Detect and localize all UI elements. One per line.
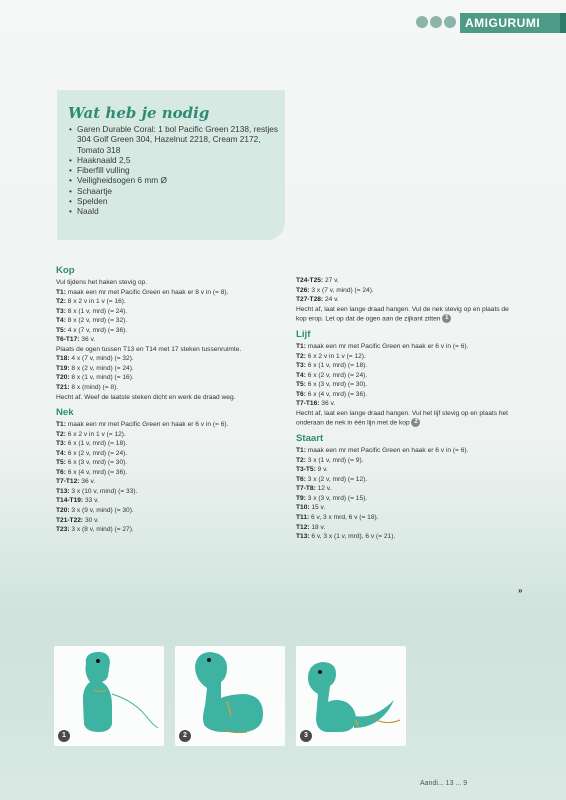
nek-heading: Nek bbox=[56, 407, 74, 419]
pattern-row: T13: 3 x (10 v, mind) (= 33). bbox=[56, 487, 138, 495]
pattern-row: T7-T12: 36 v. bbox=[56, 478, 96, 486]
lijf-outro: Hecht af, laat een lange draad hangen. Vul het lijf stevig op en plaats het onderaan de nek in één lijn met de kop 2 bbox=[296, 409, 509, 427]
header-dot bbox=[416, 16, 428, 28]
kop-eyes-note: Plaats de ogen tussen T13 en T14 met 17 steken tussenruimte. bbox=[56, 345, 242, 353]
kop-intro: Vul tijdens het haken stevig op. bbox=[56, 279, 148, 286]
pattern-row: T21-T22: 30 v. bbox=[56, 516, 99, 524]
pattern-row: T12: 18 v. bbox=[296, 523, 326, 531]
pattern-row: T6-T17: 36 v. bbox=[56, 336, 96, 344]
lijf-heading: Lijf bbox=[296, 328, 311, 340]
pattern-row: T5: 6 x (3 v, mrd) (= 30). bbox=[56, 459, 128, 467]
materials-list bbox=[69, 124, 284, 217]
photo-number: 3 bbox=[300, 730, 312, 742]
step-badge: 1 bbox=[442, 314, 451, 323]
pattern-row: T26: 3 x (7 v, mind) (= 24). bbox=[296, 286, 374, 294]
pattern-row: T13: 6 v, 3 x (1 v, mrd), 6 v (= 21). bbox=[296, 533, 396, 541]
crochet-piece-illustration bbox=[175, 646, 285, 746]
pattern-row: T6: 6 x (4 v, mrd) (= 36). bbox=[296, 390, 368, 398]
materials-item: • Schaartje bbox=[69, 186, 284, 196]
pattern-row: T3: 6 x (1 v, mrd) (= 18). bbox=[296, 362, 368, 370]
pattern-row: T3: 8 x (1 v, mrd) (= 24). bbox=[56, 307, 128, 315]
photo-number: 2 bbox=[179, 730, 191, 742]
pattern-row: T3: 6 x (1 v, mrd) (= 18). bbox=[56, 440, 128, 448]
photo-number: 1 bbox=[58, 730, 70, 742]
pattern-row: T2: 6 x 2 v in 1 v (= 12). bbox=[56, 430, 126, 438]
nek-outro: Hecht af, laat een lange draad hangen. Vul de nek stevig op en plaats de kop erop. Let op dat de ogen aan de zijkant zitten 1 bbox=[296, 305, 509, 323]
materials-item: • Naald bbox=[69, 206, 284, 216]
pattern-row: T7-T8: 12 v. bbox=[296, 485, 332, 493]
left-column bbox=[56, 265, 278, 535]
pattern-row: T4: 8 x (2 v, mrd) (= 32). bbox=[56, 317, 128, 325]
pattern-row: T7-T16: 36 v. bbox=[296, 400, 336, 408]
header-dot bbox=[430, 16, 442, 28]
materials-heading: Wat heb je nodig bbox=[68, 104, 210, 122]
materials-item: • Spelden bbox=[69, 196, 284, 206]
pattern-row: T1: maak een mr met Pacific Green en haak er 8 v in (= 8). bbox=[56, 288, 229, 296]
step-photo-3 bbox=[296, 646, 406, 746]
pattern-row: T2: 6 x 2 v in 1 v (= 12). bbox=[296, 352, 366, 360]
section-header bbox=[416, 13, 566, 33]
continued-marker: » bbox=[518, 586, 523, 595]
kop-heading: Kop bbox=[56, 265, 75, 276]
pattern-row: T18: 4 x (7 v, mind) (= 32). bbox=[56, 355, 134, 363]
materials-item: • Fiberfill vulling bbox=[69, 165, 284, 175]
header-dot bbox=[444, 16, 456, 28]
pattern-row: T5: 4 x (7 v, mrd) (= 36). bbox=[56, 326, 128, 334]
step-photo-1 bbox=[54, 646, 164, 746]
materials-item: • Veiligheidsogen 6 mm Ø bbox=[69, 175, 284, 185]
materials-item: • Haaknaald 2,5 bbox=[69, 155, 284, 165]
pattern-row: T1: maak een mr met Pacific Green en haak er 6 v in (= 6). bbox=[296, 342, 469, 350]
pattern-row: T27-T28: 24 v. bbox=[296, 296, 339, 304]
pattern-row: T2: 3 x (1 v, mrd) (= 9). bbox=[296, 456, 364, 464]
pattern-row: T3-T5: 9 v. bbox=[296, 466, 328, 474]
right-column bbox=[296, 276, 518, 542]
pattern-row: T4: 6 x (2 v, mrd) (= 24). bbox=[296, 371, 368, 379]
pattern-row: T6: 3 x (2 v, mrd) (= 12). bbox=[296, 475, 368, 483]
materials-item: • Garen Durable Coral: 1 bol Pacific Green 2138, restjes 304 Golf Green 304, Hazelnut 2218, Cream 2172, Tomato 318 bbox=[69, 124, 284, 155]
pattern-row: T1: maak een mr met Pacific Green en haak er 6 v in (= 6). bbox=[56, 421, 229, 429]
pattern-row: T4: 6 x (2 v, mrd) (= 24). bbox=[56, 449, 128, 457]
crochet-piece-illustration bbox=[296, 646, 406, 746]
pattern-row: T20: 3 x (9 v, mind) (= 30). bbox=[56, 507, 134, 515]
pattern-row: T11: 6 v, 3 x mrd, 6 v (= 18). bbox=[296, 513, 379, 521]
pattern-row: T24-T25: 27 v. bbox=[296, 277, 339, 284]
step-photo-2 bbox=[175, 646, 285, 746]
pattern-row: T19: 8 x (2 v, mind) (= 24). bbox=[56, 364, 134, 372]
pattern-row: T1: maak een mr met Pacific Green en haak er 6 v in (= 6). bbox=[296, 447, 469, 455]
pattern-row: T6: 6 x (4 v, mrd) (= 36). bbox=[56, 468, 128, 476]
staart-heading: Staart bbox=[296, 433, 324, 445]
crochet-piece-illustration bbox=[54, 646, 164, 746]
pattern-row: T20: 8 x (1 v, mind) (= 16). bbox=[56, 374, 134, 382]
step-badge: 2 bbox=[411, 418, 420, 427]
pattern-row: T23: 3 x (8 v, mind) (= 27). bbox=[56, 526, 134, 534]
header-edge bbox=[560, 13, 566, 33]
pattern-row: T14-T19: 33 v. bbox=[56, 497, 99, 505]
pattern-row: T10: 15 v. bbox=[296, 504, 326, 512]
header-dots bbox=[416, 16, 456, 28]
pattern-row: T2: 8 x 2 v in 1 v (= 16). bbox=[56, 298, 126, 306]
materials-box bbox=[57, 90, 285, 240]
kop-outro: Hecht af. Weef de laatste steken dicht en werk de draad weg. bbox=[56, 393, 236, 401]
pattern-row: T21: 8 x (mind) (= 8). bbox=[56, 384, 119, 392]
pattern-row: T9: 3 x (3 v, mrd) (= 15). bbox=[296, 494, 368, 502]
section-title: AMIGURUMI bbox=[465, 16, 541, 30]
page-footer: Aandi... 13 ... 9 bbox=[420, 780, 468, 787]
pattern-row: T5: 6 x (3 v, mrd) (= 30). bbox=[296, 381, 368, 389]
